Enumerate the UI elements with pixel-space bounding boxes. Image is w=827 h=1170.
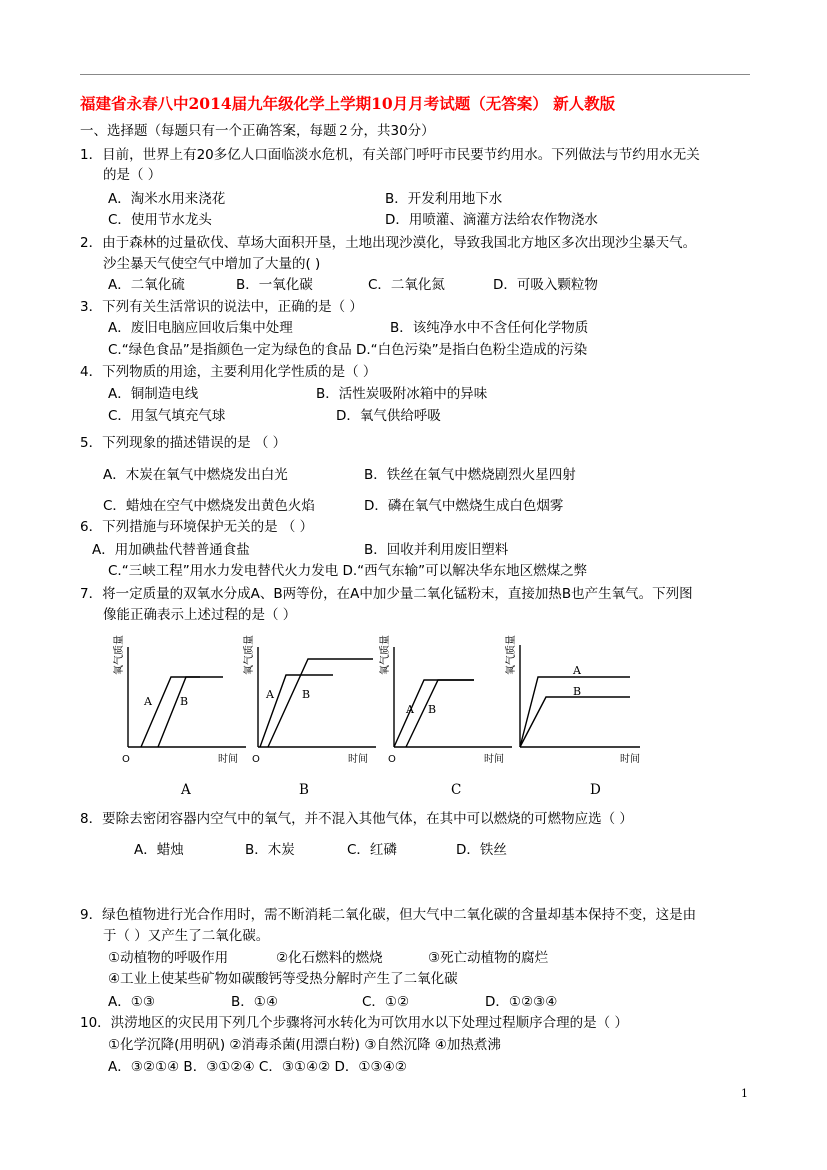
y-axis-label: 氧气质量 <box>114 635 125 675</box>
q3-option-b: B．该纯净水中不含任何化学物质 <box>390 320 589 336</box>
q9-option-a: A．①③ <box>108 994 155 1010</box>
q6-option-a: A．用加碘盐代替普通食盐 <box>92 542 250 558</box>
q6-option-b: B．回收并利用废旧塑料 <box>364 542 509 558</box>
label-a: A <box>406 703 414 716</box>
graph-choice-a <box>108 635 258 770</box>
q9-item-4: ④工业上使某些矿物如碳酸钙等受热分解时产生了二氧化碳 <box>108 971 458 987</box>
graph-label-a: A <box>181 782 191 798</box>
label-b: B <box>180 695 189 708</box>
q7-stem-cont: 像能正确表示上述过程的是（ ） <box>103 607 297 623</box>
section-heading: 一、选择题（每题只有一个正确答案，每题２分，共30分） <box>80 123 435 139</box>
q9-stem: 9．绿色植物进行光合作用时，需不断消耗二氧化碳，但大气中二氧化碳的含量却基本保持不变，这是由 <box>80 907 697 923</box>
q10-items: ①化学沉降(用明矾) ②消毒杀菌(用漂白粉) ③自然沉降 ④加热煮沸 <box>108 1037 501 1053</box>
q2-option-d: D．可吸入颗粒物 <box>493 277 598 293</box>
origin-label: O <box>252 754 260 765</box>
graph-label-b: B <box>299 782 309 798</box>
q8-option-c: C．红磷 <box>347 842 397 858</box>
q5-option-d: D．磷在氧气中燃烧生成白色烟雾 <box>364 498 564 514</box>
q9-item-2: ②化石燃料的燃烧 <box>276 950 383 966</box>
curve-b <box>520 697 630 747</box>
label-a: A <box>573 664 581 677</box>
q4-option-a: A．铜制造电线 <box>108 386 199 402</box>
q3-option-a: A．废旧电脑应回收后集中处理 <box>108 320 293 336</box>
label-b: B <box>573 685 582 698</box>
q1-option-b: B．开发利用地下水 <box>385 191 503 207</box>
q7-stem: 7．将一定质量的双氧水分成A、B两等份，在A中加少量二氧化锰粉末，直接加热B也产生氧气。下列图 <box>80 586 693 602</box>
page-number: 1 <box>741 1087 748 1100</box>
q2-option-c: C．二氧化氮 <box>368 277 445 293</box>
label-b: B <box>302 688 311 701</box>
q1-stem-cont: 的是（ ） <box>103 167 162 183</box>
q5-option-c: C．蜡烛在空气中燃烧发出黄色火焰 <box>103 498 315 514</box>
x-axis-label: 时间 <box>348 754 368 765</box>
q10-options: A．③②①④ B．③①②④ C．③①④② D．①③④② <box>108 1059 407 1075</box>
curve-b <box>268 659 373 747</box>
origin-label: O <box>122 754 130 765</box>
q6-stem: 6．下列措施与环境保护无关的是 （ ） <box>80 519 314 535</box>
q5-option-a: A．木炭在氧气中燃烧发出白光 <box>103 467 288 483</box>
page-title: 福建省永春八中2014届九年级化学上学期10月月考试题（无答案） 新人教版 <box>80 94 616 113</box>
q3-option-cd: C.“绿色食品”是指颜色一定为绿色的食品 D.“白色污染”是指白色粉尘造成的污染 <box>108 342 588 358</box>
graph-label-d: D <box>590 782 601 798</box>
q4-stem: 4．下列物质的用途，主要利用化学性质的是（ ） <box>80 364 377 380</box>
q4-option-d: D．氧气供给呼吸 <box>336 408 441 424</box>
q9-stem-cont: 于（ ）又产生了二氧化碳。 <box>103 928 270 944</box>
q8-option-b: B．木炭 <box>245 842 295 858</box>
q9-option-c: C．①② <box>362 994 410 1010</box>
q1-option-d: D．用喷灌、滴灌方法给农作物浇水 <box>385 212 598 228</box>
q8-stem: 8．要除去密闭容器内空气中的氧气，并不混入其他气体，在其中可以燃烧的可燃物应选（ ） <box>80 811 633 827</box>
q1-stem: 1．目前，世界上有20多亿人口面临淡水危机，有关部门呼吁市民要节约用水。下列做法与节约用水无关 <box>80 147 700 163</box>
q2-option-a: A．二氧化硫 <box>108 277 185 293</box>
x-axis-label: 时间 <box>218 754 238 765</box>
q3-stem: 3．下列有关生活常识的说法中，正确的是（ ） <box>80 299 363 315</box>
curve-b <box>158 677 223 747</box>
q2-stem-cont: 沙尘暴天气使空气中增加了大量的( ) <box>103 256 321 272</box>
q2-option-b: B．一氧化碳 <box>236 277 313 293</box>
q9-option-d: D．①②③④ <box>485 994 558 1010</box>
q1-option-a: A．淘米水用来浇花 <box>108 191 226 207</box>
graph-choice-b <box>238 635 388 770</box>
q10-stem: 10．洪涝地区的灾民用下列几个步骤将河水转化为可饮用水以下处理过程顺序合理的是（ ） <box>80 1015 628 1031</box>
q5-stem: 5．下列现象的描述错误的是 （ ） <box>80 435 287 451</box>
q9-item-3: ③死亡动植物的腐烂 <box>428 950 549 966</box>
label-a: A <box>144 695 152 708</box>
q6-option-cd: C.“三峡工程”用水力发电替代火力发电 D.“西气东输”可以解决华东地区燃煤之弊 <box>108 563 588 579</box>
curve-b <box>406 680 474 747</box>
x-axis-label: 时间 <box>484 754 504 765</box>
y-axis-label: 氧气质量 <box>380 635 391 675</box>
q4-option-b: B．活性炭吸附冰箱中的异味 <box>316 386 488 402</box>
q1-option-c: C．使用节水龙头 <box>108 212 212 228</box>
q4-option-c: C．用氢气填充气球 <box>108 408 226 424</box>
curve-a <box>141 677 200 747</box>
q8-option-a: A．蜡烛 <box>134 842 184 858</box>
y-axis-label: 氧气质量 <box>244 635 255 675</box>
label-b: B <box>428 703 437 716</box>
q9-option-b: B．①④ <box>231 994 278 1010</box>
label-a: A <box>266 688 274 701</box>
x-axis-label: 时间 <box>620 754 640 765</box>
q2-stem: 2．由于森林的过量砍伐、草场大面积开垦，土地出现沙漠化，导致我国北方地区多次出现沙尘暴天气。 <box>80 235 697 251</box>
q9-item-1: ①动植物的呼吸作用 <box>108 950 229 966</box>
graph-choice-d <box>500 635 650 770</box>
q8-option-d: D．铁丝 <box>456 842 507 858</box>
origin-label: O <box>388 754 396 765</box>
graph-label-c: C <box>451 782 462 798</box>
q5-option-b: B．铁丝在氧气中燃烧剧烈火星四射 <box>364 467 576 483</box>
header-rule <box>80 74 750 75</box>
y-axis-label: 氧气质量 <box>506 635 517 675</box>
